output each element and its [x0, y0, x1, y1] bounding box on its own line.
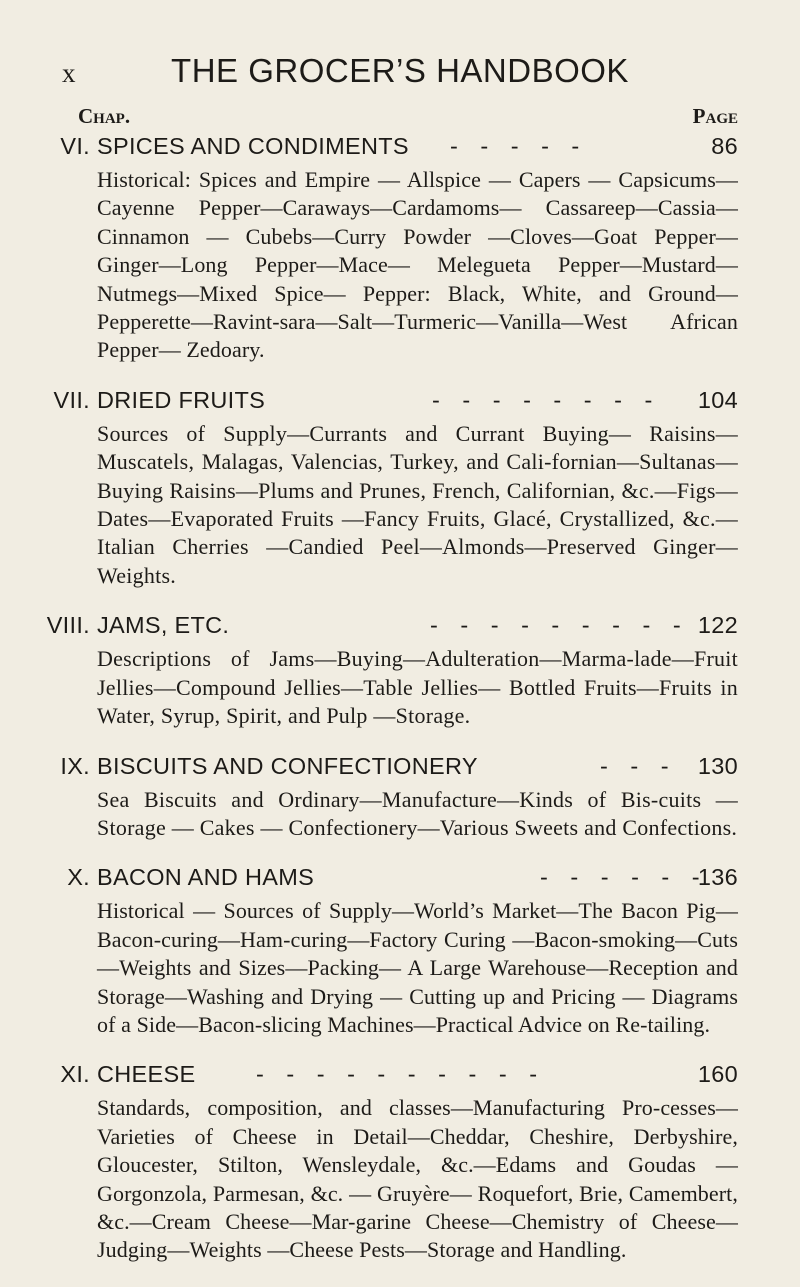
chapter-heading-line — [0, 1061, 800, 1094]
chapter-heading-line — [0, 133, 800, 166]
chapter-number: X. — [67, 864, 90, 891]
chapter-heading-line — [0, 753, 800, 786]
chapter-description: Historical — Sources of Supply—World’s Market—The Bacon Pig—Bacon-curing—Ham-curing—Factory Curing —Bacon-smoking—Cuts—Weights and Sizes—Packing— A Large Warehouse—Reception and Storage—Washing and Drying — Cutting up and Pricing — Diagrams of a Side—Bacon-slicing Machines—Practical Advice on Re-tailing. — [97, 898, 738, 1037]
chapter-description: Sea Biscuits and Ordinary—Manufacture—Kinds of Bis-cuits — Storage — Cakes — Confectionery—Various Sweets and Confections. — [97, 786, 738, 840]
dot-leader: - - - — [600, 752, 677, 779]
chapter-column-label: Chap. — [78, 104, 131, 128]
chapter-number: XI. — [60, 1061, 90, 1088]
chapter-page: 104 — [697, 386, 738, 413]
chapter-heading-line — [0, 387, 800, 420]
page-column-label: Page — [692, 104, 738, 128]
chapter-title: BISCUITS AND CONFECTIONERY — [97, 752, 478, 779]
chapter-title: BACON AND HAMS — [97, 864, 315, 891]
chapter-page: 130 — [697, 752, 738, 779]
page-number: x — [62, 58, 76, 88]
dot-leader: - - - - - - — [540, 864, 708, 891]
chapter-entry-x — [0, 864, 800, 1039]
chapter-entry-vii — [0, 387, 800, 590]
column-headings — [78, 104, 738, 130]
chapter-number: VIII. — [46, 612, 90, 639]
dot-leader: - - - - - - - - - - — [256, 1061, 546, 1088]
running-title: THE GROCER’S HANDBOOK — [171, 52, 629, 89]
chapter-description: Standards, composition, and classes—Manufacturing Pro-cesses—Varieties of Cheese in Detail—Cheddar, Cheshire, Derbyshire, Gloucester, Stilton, Wensleydale, &c.—Edams and Goudas — Gorgonzola, Parmesan, &c. — Gruyère— Roquefort, Brie, Camembert, &c.—Cream Cheese—Mar-garine Cheese—Chemistry of Cheese—Judging—Weights —Cheese Pests—Storage and Handling. — [97, 1095, 738, 1263]
chapter-entry-ix — [0, 753, 800, 843]
chapter-entry-viii — [0, 612, 800, 730]
chapter-entry-vi — [0, 133, 800, 365]
chapter-description: Sources of Supply—Currants and Currant Buying— Raisins—Muscatels, Malagas, Valencias, Turkey, and Cali-fornian—Sultanas—Buying Raisins—Plums and Prunes, French, Californian, &c.—Figs—Dates—Evaporated Fruits —Fancy Fruits, Glacé, Crystallized, &c.—Italian Cherries —Candied Peel—Almonds—Preserved Ginger—Weights. — [97, 420, 738, 588]
dot-leader: - - - - - — [450, 133, 588, 159]
chapter-heading-line — [0, 864, 800, 897]
chapter-title: CHEESE — [97, 1061, 196, 1088]
chapter-title: DRIED FRUITS — [97, 386, 266, 413]
table-of-contents — [0, 133, 800, 1287]
chapter-page: 160 — [697, 1061, 738, 1088]
chapter-description: Historical: Spices and Empire — Allspice — Capers — Capsicums—Cayenne Pepper—Caraways—Cardamoms— Cassareep—Cassia—Cinnamon — Cubebs—Curry Powder —Cloves—Goat Pepper—Ginger—Long Pepper—Mace— Melegueta Pepper—Mustard—Nutmegs—Mixed Spice— Pepper: Black, White, and Ground—Pepperette—Ravint-sara—Salt—Turmeric—Vanilla—West African Pepper— Zedoary. — [97, 167, 738, 363]
chapter-heading-line — [0, 612, 800, 645]
dot-leader: - - - - - - - - — [432, 386, 661, 413]
chapter-title: JAMS, ETC. — [97, 612, 230, 639]
dot-leader: - - - - - - - - - — [430, 612, 689, 639]
chapter-page: 86 — [711, 133, 738, 159]
chapter-number: VI. — [60, 133, 90, 159]
chapter-page: 136 — [697, 864, 738, 891]
chapter-title: SPICES AND CONDIMENTS — [97, 133, 409, 159]
page-header — [62, 52, 738, 88]
chapter-number: IX. — [60, 752, 90, 779]
chapter-page: 122 — [697, 612, 738, 639]
chapter-entry-xi — [0, 1061, 800, 1264]
chapter-description: Descriptions of Jams—Buying—Adulteration—Marma-lade—Fruit Jellies—Compound Jellies—Table Jellies— Bottled Fruits—Fruits in Water, Syrup, Spirit, and Pulp —Storage. — [97, 646, 738, 729]
chapter-number: VII. — [53, 386, 90, 413]
